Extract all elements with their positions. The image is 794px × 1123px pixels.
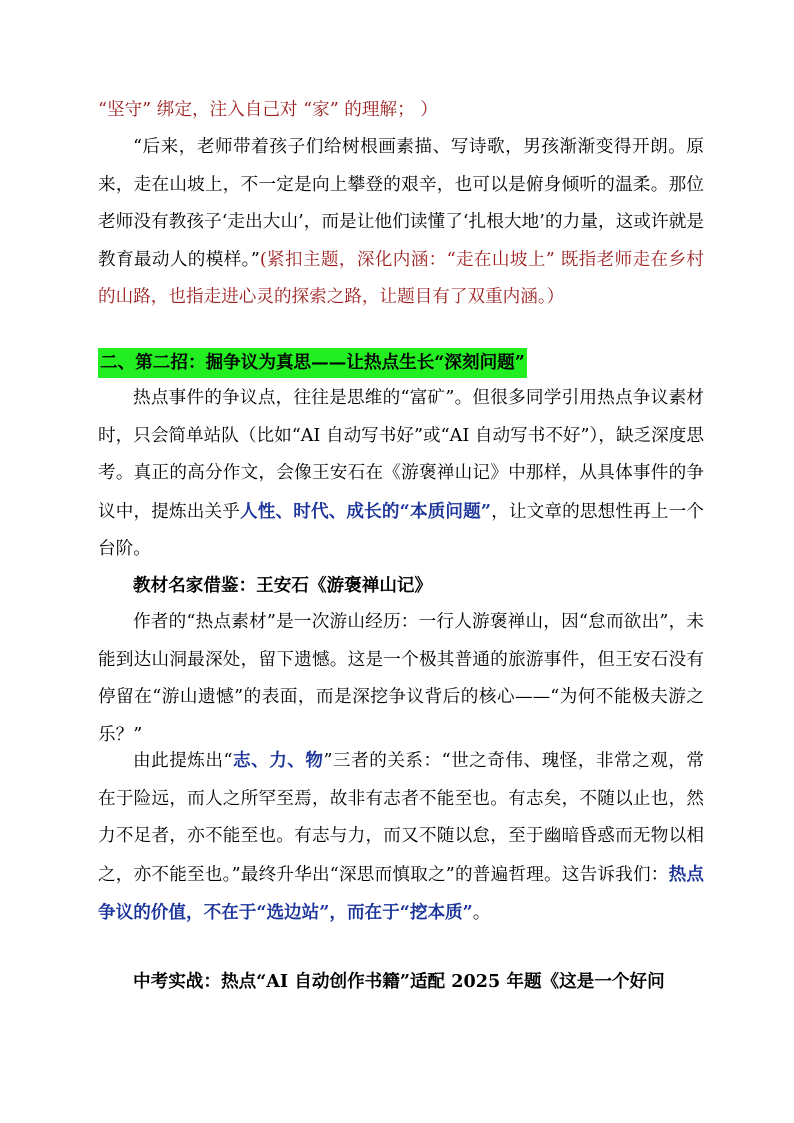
subheading-textbook: 教材名家借鉴：王安石《游褒禅山记》 <box>133 575 433 596</box>
section-heading: 二、第二招：掘争议为真思——让热点生长“深刻问题” <box>98 348 527 378</box>
paragraph-intro <box>98 380 704 569</box>
body-text: ”三者的关系： <box>323 751 442 771</box>
story-quote: “后来，老师带着孩子们给树根画素描、写诗歌，男孩渐渐变得开朗。原来，走在山坡上，不一定是向上攀登的艰辛，也可以是俯身倾听的温柔。那位老师没有教孩子‘走出大山’，而是让他们读懂了‘扎根大地’的力量，这或许就是教育最动人的模样。” <box>98 137 704 270</box>
comment-text: (紧扣主题，深化内涵：“走在山坡上” 既指老师走在乡村的山路，也指走进心灵的探索之路，让题目有了双重内涵。） <box>98 249 704 307</box>
paragraph-example: 作者的“热点素材”是一次游山经历：一行人游褒禅山，因“怠而欲出”，未能到达山洞最深处，留下遗憾。这是一个极其普通的旅游事件，但王安石没有停留在“游山遗憾”的表面，而是深挖争议背后的核心——“为何不能极夫游之乐？” <box>98 612 704 745</box>
paragraph-comment-end <box>98 92 704 130</box>
body-text: 最终升华出“深思而慎取之”的普遍哲理。这告诉我们： <box>240 864 669 885</box>
subheading-practice: 中考实战：热点“AI 自动创作书籍”适配 2025 年题《这是一个好问 <box>133 971 665 992</box>
body-text: 由此提炼出“ <box>133 751 233 771</box>
body-text: 热点事件的争议点，往往是思维的“富矿”。但很多同学引用热点争议素材时，只会简单站队（比如“AI 自动写书好”或“AI 自动写书不好”），缺乏深度思考。真正的高分作文，会像王安石在《游褒禅山记》中那样，从具体事件的争议中，提炼出关乎 <box>98 388 704 522</box>
body-text: 。 <box>472 903 491 923</box>
emphasis-text: 志、力、物 <box>232 750 324 771</box>
comment-text: “坚守” 绑定，注入自己对 “家” 的理解； ） <box>98 100 438 120</box>
paragraph-story-ending <box>98 129 704 317</box>
classical-quote: “世之奇伟、瑰怪，非常之观，常在于险远，而人之所罕至焉，故非有志者不能至也。有志矣，不随以止也，然力不足者，亦不能至也。有志与力，而又不随以怠，至于幽暗昏惑而无物以相之，亦不能至也。” <box>98 751 705 885</box>
emphasis-text: 热点争议的价值，不在于“选边站”，而在于“挖本质” <box>98 863 704 923</box>
body-text: ，让文章的思想性再上一个台阶。 <box>98 501 704 559</box>
paragraph-analysis <box>98 742 704 933</box>
emphasis-text: 人性、时代、成长的“本质问题” <box>239 500 492 522</box>
